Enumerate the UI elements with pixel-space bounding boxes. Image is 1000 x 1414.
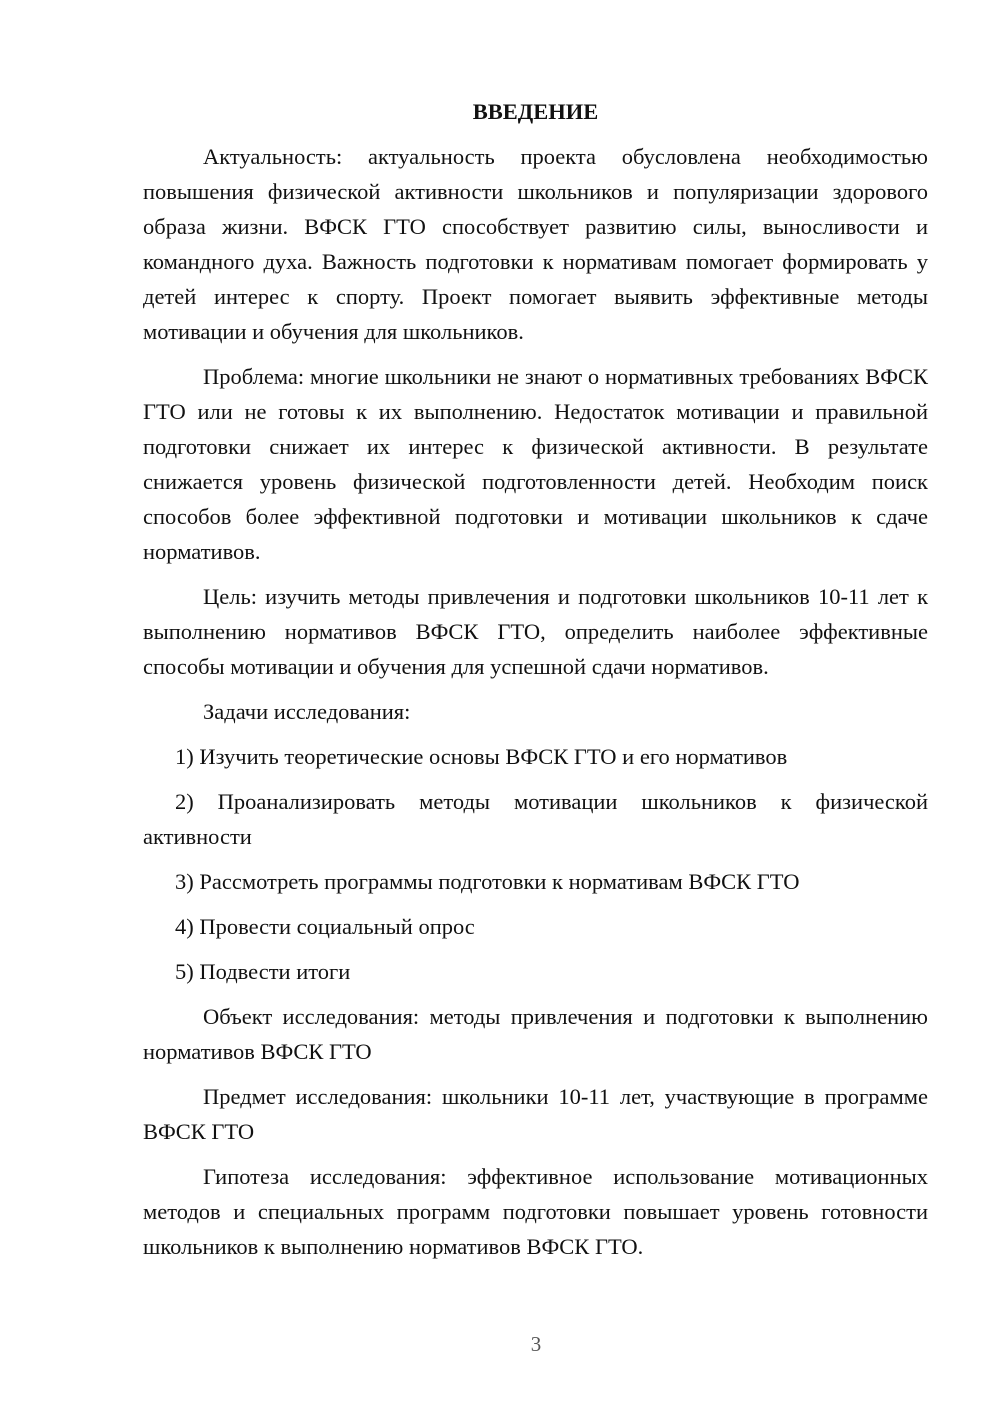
paragraph-goal: Цель: изучить методы привлечения и подготовки школьников 10-11 лет к выполнению нормативов ВФСК ГТО, определить наиболее эффективные способы мотивации и обучения для успешной сдачи нормативов.	[143, 584, 928, 679]
paragraph-subject: Предмет исследования: школьники 10-11 лет, участвующие в программе ВФСК ГТО	[143, 1084, 928, 1144]
task-item-3: 3) Рассмотреть программы подготовки к нормативам ВФСК ГТО	[175, 869, 800, 894]
section-heading: ВВЕДЕНИЕ	[472, 99, 599, 124]
document-page	[143, 94, 928, 1274]
paragraph-hypothesis: Гипотеза исследования: эффективное использование мотивационных методов и специальных программ подготовки повышает уровень готовности школьников к выполнению нормативов ВФСК ГТО.	[143, 1164, 928, 1259]
task-item-5: 5) Подвести итоги	[175, 959, 351, 984]
paragraph-actuality: Актуальность: актуальность проекта обусловлена необходимостью повышения физической активности школьников и популяризации здорового образа жизни. ВФСК ГТО способствует развитию силы, выносливости и командного духа. Важность подготовки к нормативам помогает формировать у детей интерес к спорту. Проект помогает выявить эффективные методы мотивации и обучения для школьников.	[143, 144, 928, 344]
task-item-1: 1) Изучить теоретические основы ВФСК ГТО и его нормативов	[175, 744, 788, 769]
paragraph-problem: Проблема: многие школьники не знают о нормативных требованиях ВФСК ГТО или не готовы к их выполнению. Недостаток мотивации и правильной подготовки снижает их интерес к физической активности. В результате снижается уровень физической подготовленности детей. Необходим поиск способов более эффективной подготовки и мотивации школьников к сдаче нормативов.	[143, 364, 928, 564]
task-item-4: 4) Провести социальный опрос	[175, 914, 475, 939]
paragraph-object: Объект исследования: методы привлечения и подготовки к выполнению нормативов ВФСК ГТО	[143, 1004, 928, 1064]
page-number: 3	[530, 1332, 542, 1356]
tasks-title: Задачи исследования:	[203, 699, 411, 724]
task-item-2: 2) Проанализировать методы мотивации школьников к физической активности	[143, 789, 928, 849]
